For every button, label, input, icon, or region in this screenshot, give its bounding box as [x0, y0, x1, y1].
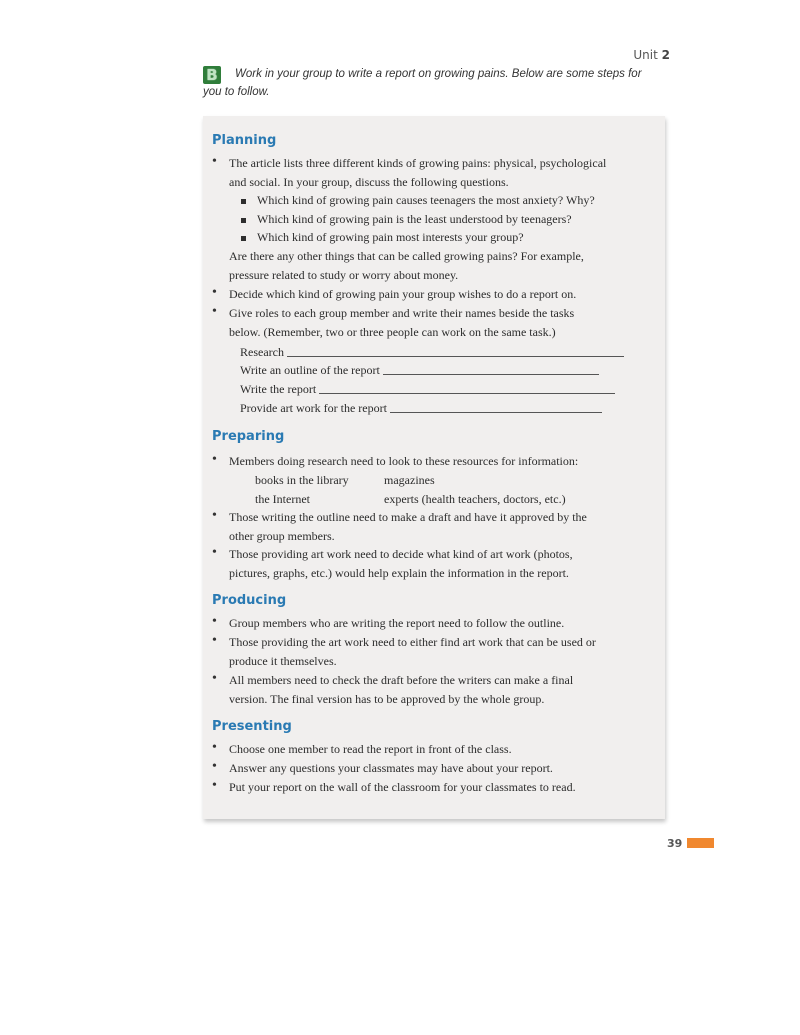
presenting-bullet-1: Choose one member to read the report in front of the class.	[229, 742, 512, 756]
role-write-report: Write the report	[240, 381, 615, 397]
presenting-bullet-2: Answer any questions your classmates may have about your report.	[229, 761, 553, 775]
bullet: •	[212, 304, 217, 319]
page-number: 39	[667, 837, 683, 850]
role-outline: Write an outline of the report	[240, 362, 599, 378]
resource-internet: the Internet	[255, 492, 310, 506]
section-title-preparing: Preparing	[212, 429, 285, 444]
bullet: •	[212, 285, 217, 300]
planning-bullet-3-line-1: Give roles to each group member and write their names beside the tasks	[229, 306, 575, 320]
preparing-bullet-2-line-2: other group members.	[229, 529, 335, 543]
bullet: •	[212, 671, 217, 686]
preparing-bullet-2-line-1: Those writing the outline need to make a draft and have it approved by the	[229, 510, 587, 524]
bullet: •	[212, 508, 217, 523]
bullet: •	[212, 778, 217, 793]
producing-bullet-3-line-2: version. The final version has to be approved by the whole group.	[229, 692, 545, 706]
producing-bullet-2-line-2: produce it themselves.	[229, 654, 337, 668]
bullet: •	[212, 740, 217, 755]
section-title-producing: Producing	[212, 593, 287, 608]
bullet: •	[212, 759, 217, 774]
producing-bullet-1: Group members who are writing the report need to follow the outline.	[229, 616, 565, 630]
planning-extra-line-1: Are there any other things that can be called growing pains? For example,	[229, 249, 584, 263]
unit-number: 2	[661, 48, 670, 62]
planning-bullet-1-line-2: and social. In your group, discuss the following questions.	[229, 175, 509, 189]
planning-question-1: Which kind of growing pain causes teenagers the most anxiety? Why?	[257, 193, 595, 207]
planning-bullet-3-line-2: below. (Remember, two or three people can work on the same task.)	[229, 325, 556, 339]
preparing-bullet-3-line-2: pictures, graphs, etc.) would help explain the information in the report.	[229, 566, 569, 580]
planning-extra-line-2: pressure related to study or worry about money.	[229, 268, 459, 282]
bullet: •	[212, 154, 217, 169]
resource-magazines: magazines	[384, 473, 435, 487]
bullet: •	[212, 633, 217, 648]
intro-text: Work in your group to write a report on growing pains. Below are some steps for you to follow.	[203, 68, 642, 98]
planning-bullet-1-line-1: The article lists three different kinds of growing pains: physical, psychological	[229, 156, 607, 170]
preparing-bullet-3-line-1: Those providing art work need to decide what kind of art work (photos,	[229, 547, 573, 561]
producing-bullet-2-line-1: Those providing the art work need to either find art work that can be used or	[229, 635, 596, 649]
writer-name-blank[interactable]	[319, 381, 615, 394]
art-name-blank[interactable]	[390, 400, 602, 413]
resource-experts: experts (health teachers, doctors, etc.)	[384, 492, 566, 506]
outline-name-blank[interactable]	[383, 362, 599, 375]
square-bullet	[241, 199, 246, 204]
bullet: •	[212, 545, 217, 560]
task-intro	[203, 66, 663, 100]
research-name-blank[interactable]	[287, 344, 624, 357]
unit-label: Unit 2	[633, 48, 670, 62]
resource-library: books in the library	[255, 473, 349, 487]
page-accent-bar	[687, 838, 714, 848]
section-title-presenting: Presenting	[212, 719, 292, 734]
bullet: •	[212, 614, 217, 629]
task-badge: B	[203, 66, 221, 84]
square-bullet	[241, 236, 246, 241]
bullet: •	[212, 452, 217, 467]
presenting-bullet-3: Put your report on the wall of the classroom for your classmates to read.	[229, 780, 576, 794]
planning-bullet-2: Decide which kind of growing pain your group wishes to do a report on.	[229, 287, 577, 301]
preparing-bullet-1: Members doing research need to look to these resources for information:	[229, 454, 579, 468]
planning-question-3: Which kind of growing pain most interests your group?	[257, 230, 524, 244]
role-art-work: Provide art work for the report	[240, 400, 602, 416]
role-research: Research	[240, 344, 624, 360]
report-steps-panel	[203, 116, 665, 819]
producing-bullet-3-line-1: All members need to check the draft before the writers can make a final	[229, 673, 574, 687]
section-title-planning: Planning	[212, 133, 277, 148]
planning-question-2: Which kind of growing pain is the least understood by teenagers?	[257, 212, 572, 226]
square-bullet	[241, 218, 246, 223]
